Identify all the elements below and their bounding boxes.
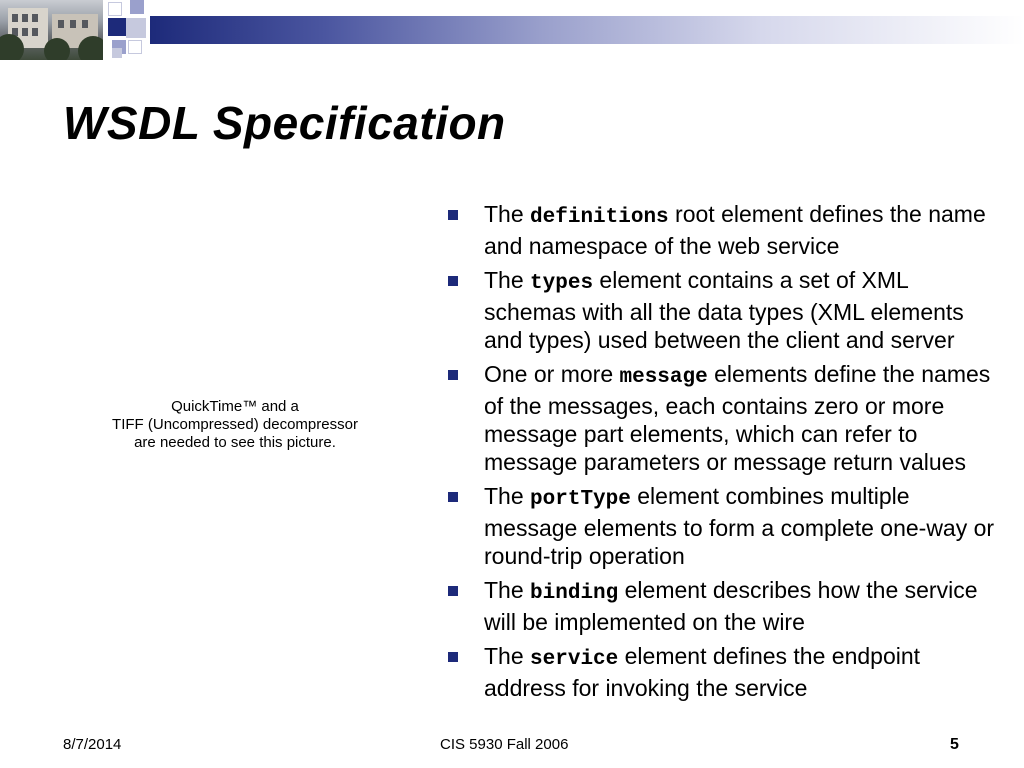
header-gradient-bar <box>150 16 1024 44</box>
footer-page-number: 5 <box>950 736 959 753</box>
bullet-square-icon <box>448 652 458 662</box>
picture-notice-line: QuickTime™ and a <box>171 398 299 415</box>
bullet-item <box>446 482 1006 570</box>
element-keyword: portType <box>530 488 631 511</box>
footer-date: 8/7/2014 <box>63 736 122 753</box>
element-keyword: types <box>530 272 594 295</box>
bullet-item <box>446 360 1006 476</box>
decor-square <box>108 2 122 16</box>
bullet-text: The binding element describes how the service will be implemented on the wire <box>484 577 978 635</box>
bullet-item <box>446 266 1006 354</box>
element-keyword: definitions <box>530 206 669 229</box>
header-banner <box>0 0 1024 62</box>
bullet-item <box>446 642 1006 702</box>
bullet-square-icon <box>448 210 458 220</box>
bullet-text: The types element contains a set of XML schemas with all the data types (XML elements and types) used between the client and server <box>484 267 964 353</box>
slide-title: WSDL Specification <box>63 97 506 149</box>
bullet-square-icon <box>448 276 458 286</box>
bullet-item <box>446 200 1006 260</box>
decor-square <box>130 0 144 14</box>
bullet-text: One or more message elements define the names of the messages, each contains zero or more message part elements, which can refer to message parameters or message return values <box>484 361 991 475</box>
decor-square <box>126 18 146 38</box>
bullet-square-icon <box>448 370 458 380</box>
element-keyword: binding <box>530 582 619 605</box>
picture-notice-line: TIFF (Uncompressed) decompressor <box>112 416 358 433</box>
bullet-square-icon <box>448 492 458 502</box>
element-keyword: service <box>530 648 619 671</box>
footer-course: CIS 5930 Fall 2006 <box>440 736 569 753</box>
picture-notice-line: are needed to see this picture. <box>134 434 336 451</box>
element-keyword: message <box>619 366 708 389</box>
missing-picture-placeholder <box>70 398 400 452</box>
bullet-text: The service element defines the endpoint address for invoking the service <box>484 643 921 701</box>
bullet-item <box>446 576 1006 636</box>
bullet-text: The portType element combines multiple message elements to form a complete one-way or round-trip operation <box>484 483 995 569</box>
bullet-text: The definitions root element defines the name and namespace of the web service <box>484 201 986 259</box>
campus-building-photo <box>0 0 103 60</box>
decor-square <box>112 48 122 58</box>
decor-square <box>128 40 142 54</box>
decor-square <box>108 18 126 36</box>
bullet-square-icon <box>448 586 458 596</box>
bullet-list <box>446 200 1006 708</box>
